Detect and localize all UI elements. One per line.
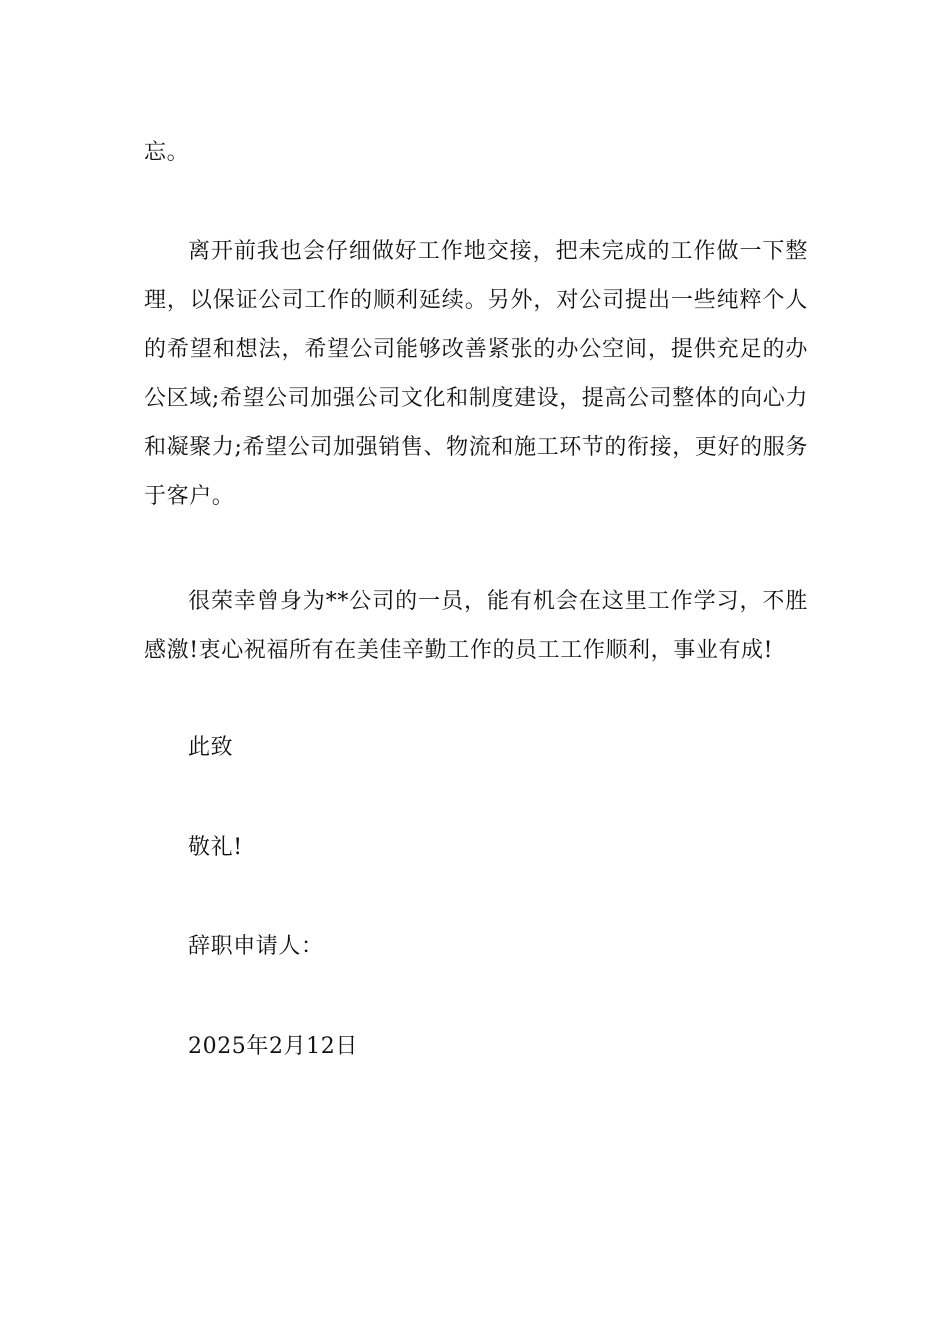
text-fragment: 忘。	[144, 140, 190, 165]
signer-label: 辞职申请人：	[188, 934, 324, 959]
salutation: 敬礼!	[188, 835, 243, 860]
paragraph-thanks: 很荣幸曾身为**公司的一员，能有机会在这里工作学习，不胜感激!衷心祝福所有在美佳辛勤工作的员工工作顺利，事业有成!	[144, 589, 808, 663]
letter-date: 2025年2月12日	[188, 1034, 358, 1059]
closing-phrase: 此致	[188, 735, 234, 760]
paragraph-handover: 离开前我也会仔细做好工作地交接，把未完成的工作做一下整理，以保证公司工作的顺利延续。另外，对公司提出一些纯粹个人的希望和想法，希望公司能够改善紧张的办公空间，提供充足的办公区域;希望公司加强公司文化和制度建设，提高公司整体的向心力和凝聚力;希望公司加强销售、物流和施工环节的衔接，更好的服务于客户。	[144, 239, 808, 509]
